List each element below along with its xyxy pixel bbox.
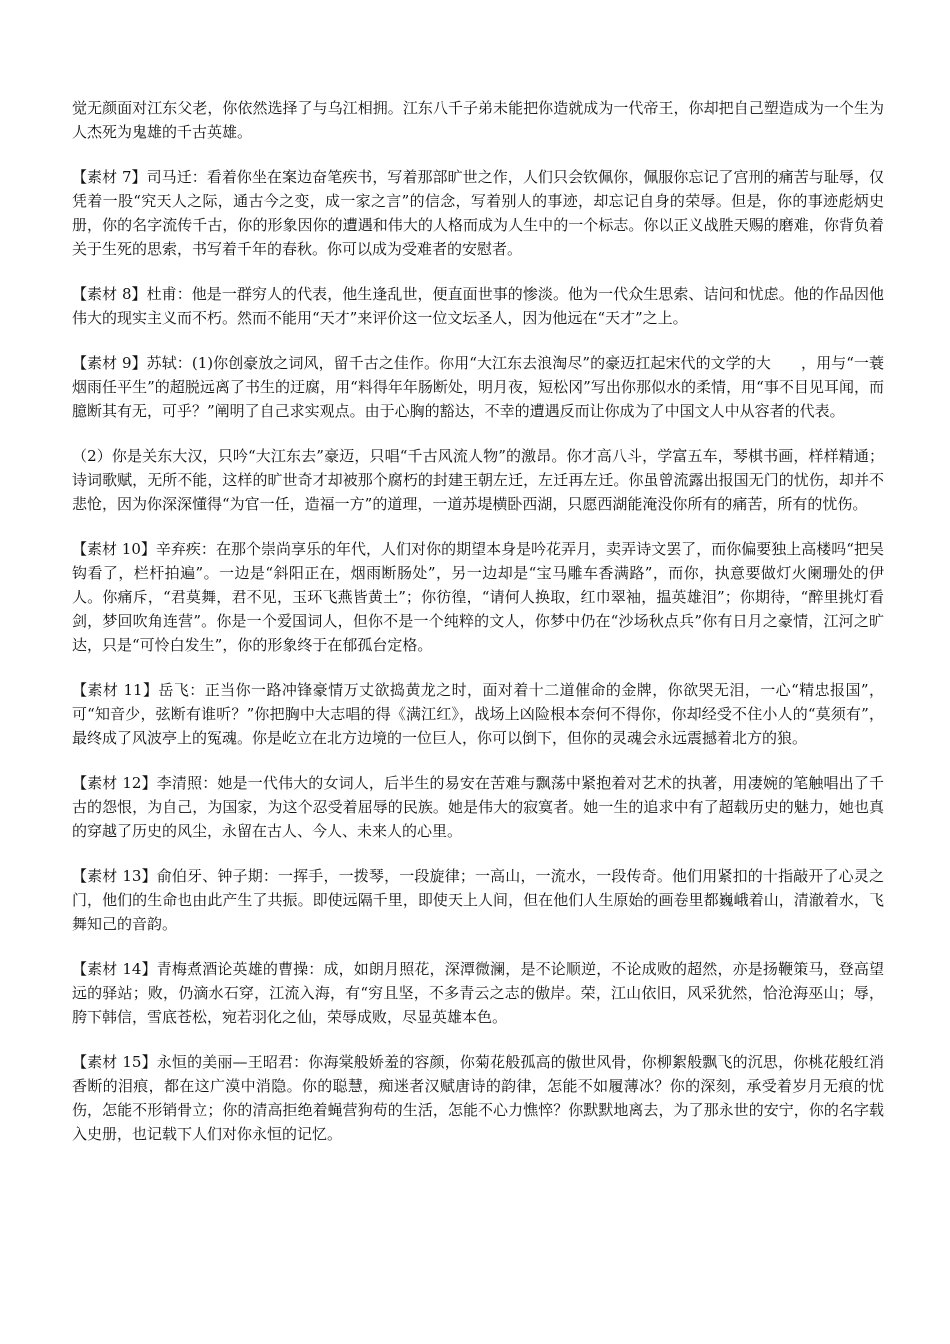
paragraph-material-9-part-1: 【素材 9】苏轼：(1)你创豪放之词风，留千古之佳作。你用“大江东去浪淘尽”的豪迈扛起宋代的文学的大 ，用与“一蓑烟雨任平生”的超脱远离了书生的迂腐，用“料得年年肠断处，明月夜，短松冈”写出你那似水的柔情，用“事不目见耳闻，而臆断其有无，可乎？”阐明了自己求实观点。由于心胸的豁达，不幸的遭遇反而让你成为了中国文人中从容者的代表。 [72, 354, 884, 420]
paragraph-material-8: 【素材 8】杜甫：他是一群穷人的代表，他生逢乱世，便直面世事的惨淡。他为一代众生思索、诘问和忧虑。他的作品因他伟大的现实主义而不朽。然而不能用“天才”来评价这一位文坛圣人，因为他远在“天才”之上。 [72, 285, 884, 327]
paragraph-material-9-part-2: （2）你是关东大汉，只吟“大江东去”豪迈，只唱“千古风流人物”的激昂。你才高八斗，学富五车，琴棋书画，样样精通；诗词歌赋，无所不能，这样的旷世奇才却被那个腐朽的封建王朝左迁，左迁再左迁。你虽曾流露出报国无门的忧伤，却并不悲怆，因为你深深懂得“为官一任，造福一方”的道理，一道苏堤横卧西湖，只愿西湖能淹没你所有的痛苦，所有的忧伤。 [72, 447, 884, 513]
paragraph-material-10: 【素材 10】辛弃疾：在那个崇尚享乐的年代，人们对你的期望本身是吟花弄月，卖弄诗文罢了，而你偏要独上高楼吗“把吴钩看了，栏杆拍遍”。一边是“斜阳正在，烟雨断肠处”，另一边却是“宝马雕车香满路”，而你，执意要做灯火阑珊处的伊人。你痛斥，“君莫舞，君不见，玉环飞燕皆黄土”；你彷徨，“请何人换取，红巾翠袖，揾英雄泪”；你期待，“醉里挑灯看剑，梦回吹角连营”。你是一个爱国词人，但你不是一个纯粹的文人，你梦中仍在“沙场秋点兵”你有日月之豪情，江河之旷达，只是“可怜白发生”，你的形象终于在郁孤台定格。 [72, 540, 884, 654]
paragraph-material-7: 【素材 7】司马迁：看着你坐在案边奋笔疾书，写着那部旷世之作，人们只会钦佩你，佩服你忘记了宫刑的痛苦与耻辱，仅凭着一股“究天人之际，通古今之变，成一家之言”的信念，写着别人的事迹，却忘记自身的荣辱。但是，你的事迹彪炳史册，你的名字流传千古，你的形象因你的遭遇和伟大的人格而成为人生中的一个标志。你以正义战胜天赐的磨难，你背负着关于生死的思索，书写着千年的春秋。你可以成为受难者的安慰者。 [72, 168, 884, 258]
paragraph-material-15: 【素材 15】永恒的美丽—王昭君：你海棠般娇羞的容颜，你菊花般孤高的傲世风骨，你柳絮般飘飞的沉思，你桃花般红消香断的泪痕，都在这广漠中消隐。你的聪慧，痴迷者汉赋唐诗的韵律，怎能不如履薄冰？你的深刻，承受着岁月无痕的忧伤，怎能不形销骨立；你的清高拒绝着蝇营狗苟的生活，怎能不心力憔悴？你默默地离去，为了那永世的安宁，你的名字载入史册，也记载下人们对你永恒的记忆。 [72, 1053, 884, 1143]
paragraph-material-11: 【素材 11】岳飞：正当你一路冲锋豪情万丈欲捣黄龙之时，面对着十二道催命的金牌，你欲哭无泪，一心“精忠报国”，可“知音少，弦断有谁听？”你把胸中大志唱的得《满江红》，战场上凶险根本奈何不得你，你却经受不住小人的“莫须有”，最终成了风波亭上的冤魂。你是屹立在北方边境的一位巨人，你可以倒下，但你的灵魂会永远震撼着北方的狼。 [72, 681, 884, 747]
paragraph-material-14: 【素材 14】青梅煮酒论英雄的曹操：成，如朗月照花，深潭微澜，是不论顺逆，不论成败的超然，亦是扬鞭策马，登高望远的驿站；败，仍滴水石穿，江流入海，有“穷且坚，不多青云之志的傲岸。荣，江山依旧，风采犹然，恰沧海巫山；辱，胯下韩信，雪底苍松，宛若羽化之仙，荣辱成败，尽显英雄本色。 [72, 960, 884, 1026]
paragraph-material-13: 【素材 13】俞伯牙、钟子期：一挥手，一拨琴，一段旋律；一高山，一流水，一段传奇。他们用紧扣的十指敲开了心灵之门，他们的生命也由此产生了共振。即使远隔千里，即使天上人间，但在他们人生原始的画卷里都巍峨着山，清澈着水，飞舞知己的音韵。 [72, 867, 884, 933]
paragraph-material-12: 【素材 12】李清照：她是一代伟大的女词人，后半生的易安在苦难与飘荡中紧抱着对艺术的执著，用凄婉的笔触唱出了千古的怨恨，为自己，为国家，为这个忍受着屈辱的民族。她是伟大的寂寞者。她一生的追求中有了超载历史的魅力，她也真的穿越了历史的风尘，永留在古人、今人、未来人的心里。 [72, 774, 884, 840]
paragraph-continuation: 觉无颜面对江东父老，你依然选择了与乌江相拥。江东八千子弟未能把你造就成为一代帝王，你却把自己塑造成为一个生为人杰死为鬼雄的千古英雄。 [72, 99, 884, 141]
document-page [72, 96, 884, 1167]
